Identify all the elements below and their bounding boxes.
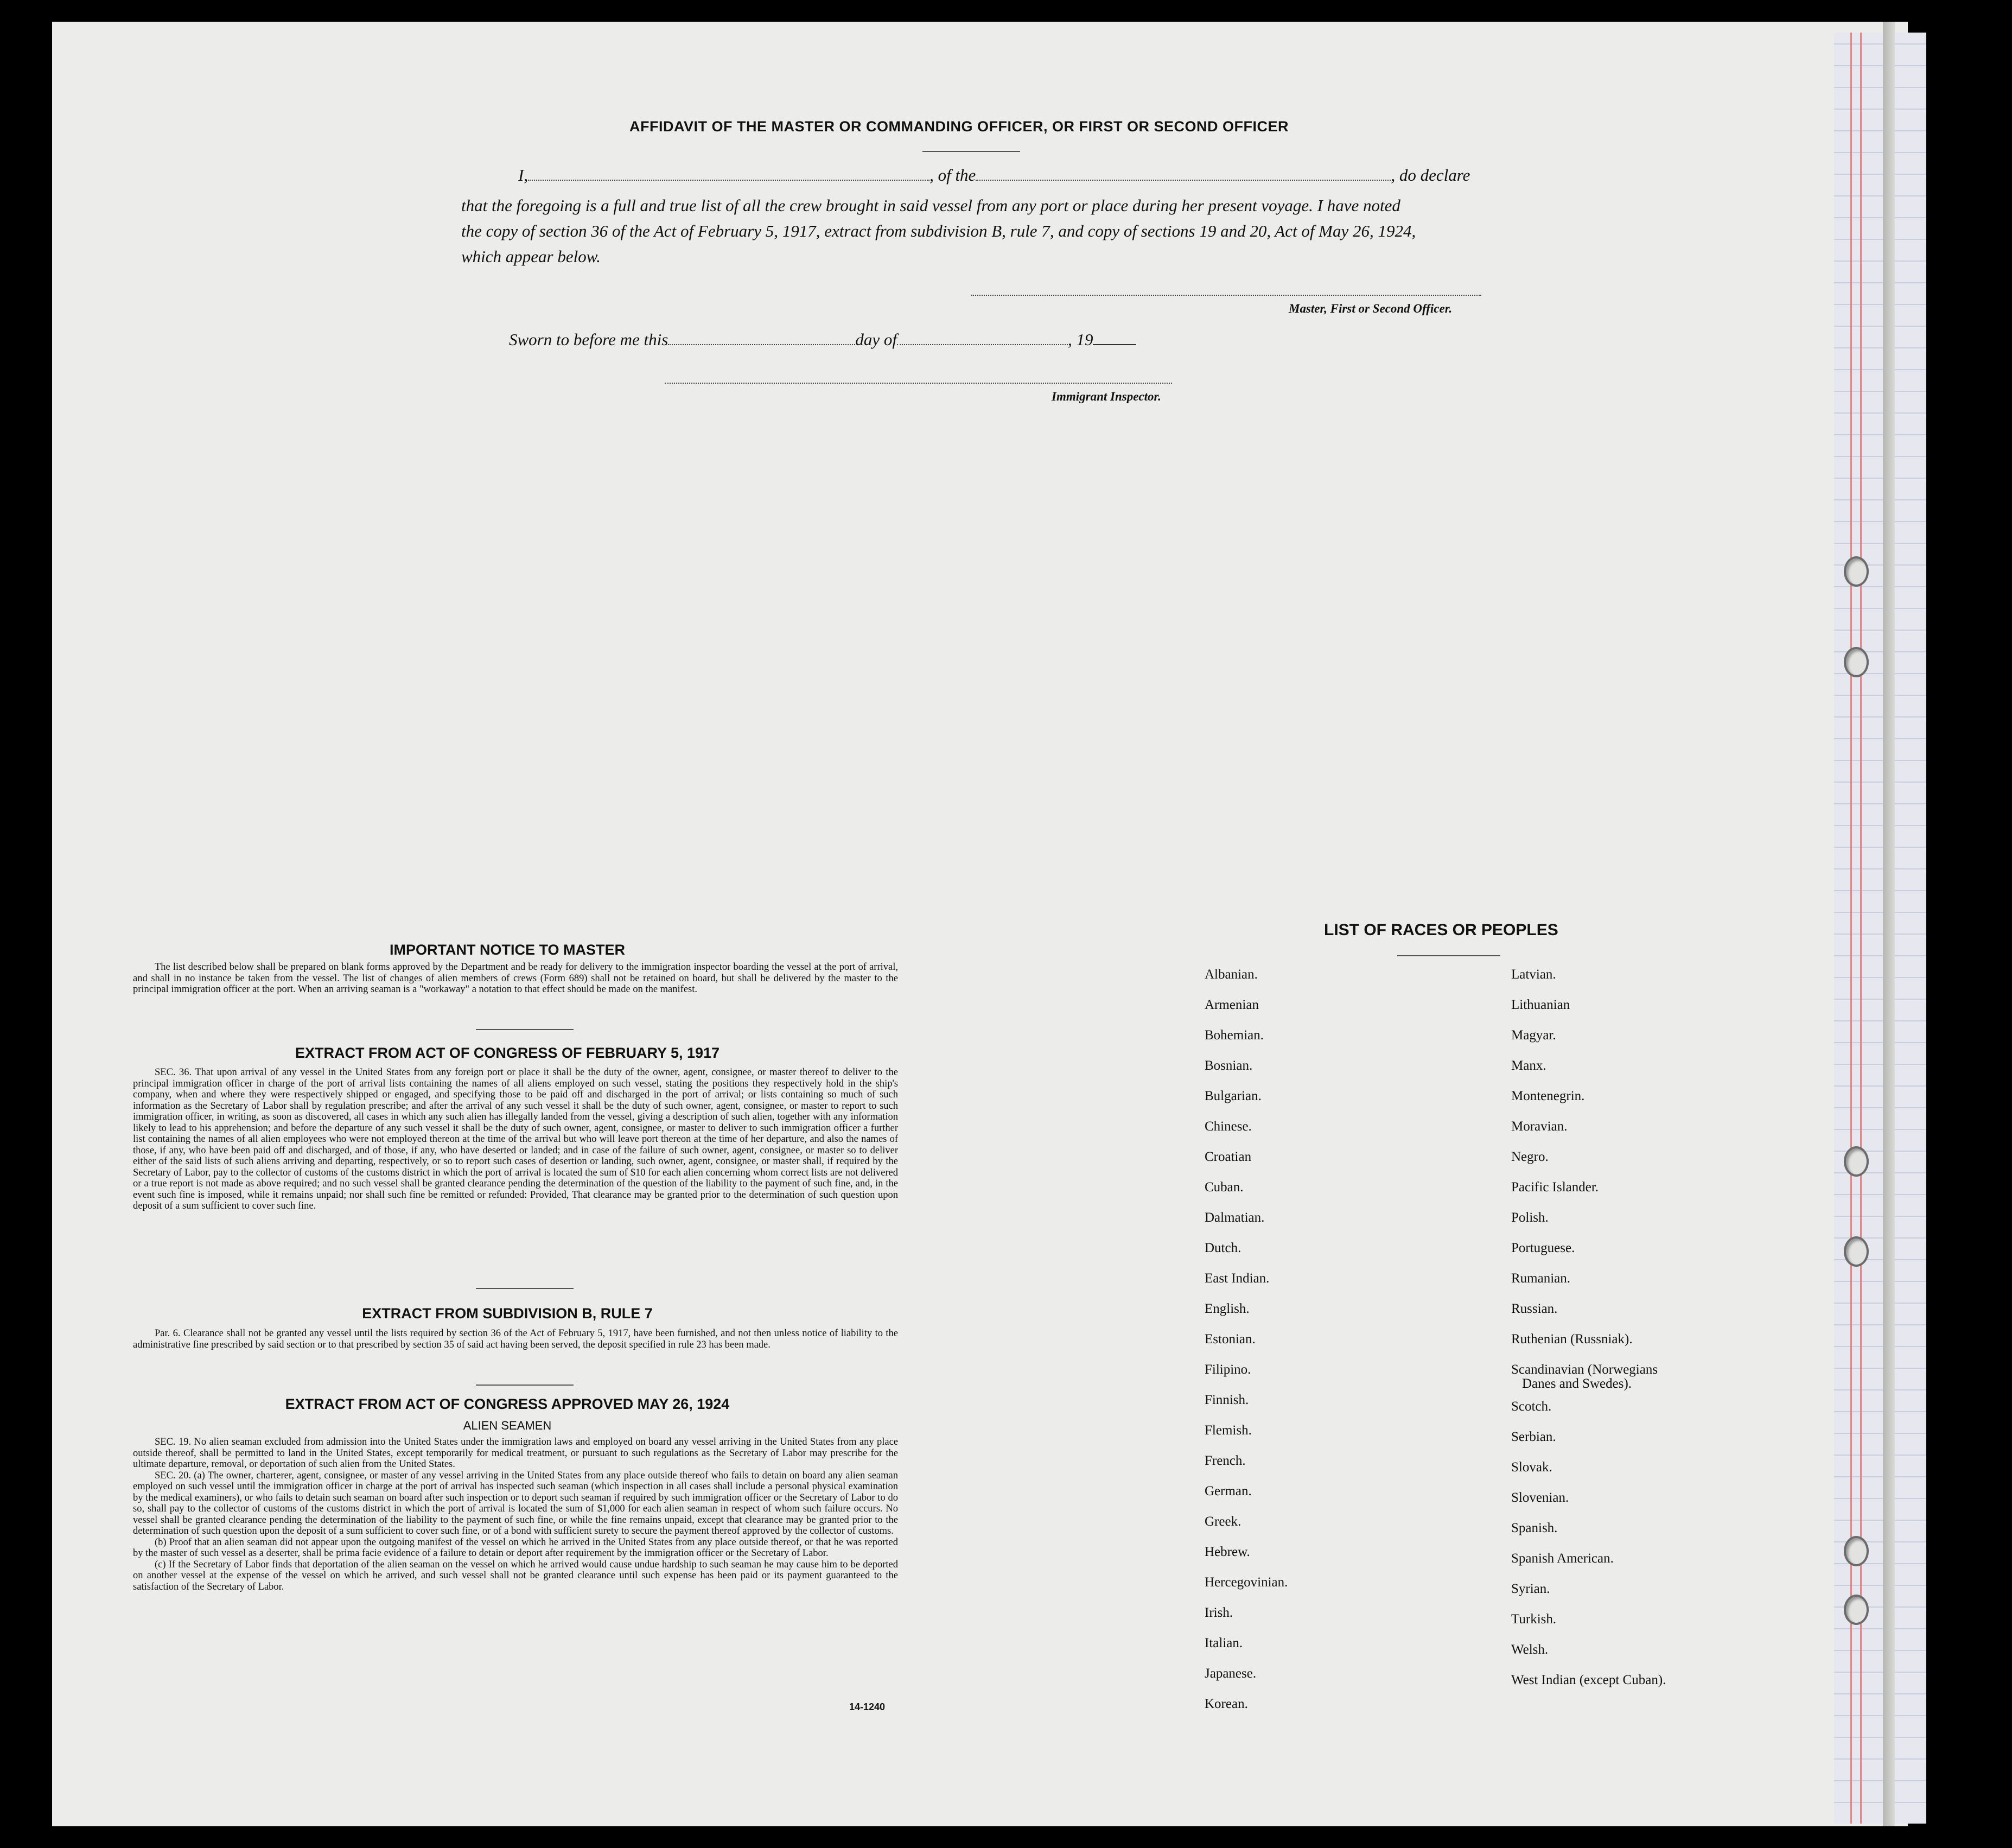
race-item: Korean. bbox=[1205, 1697, 1248, 1711]
race-item: Irish. bbox=[1205, 1605, 1233, 1620]
affidavit-body bbox=[461, 193, 1416, 269]
section-rule bbox=[476, 1288, 574, 1289]
affidavit-body-line: that the foregoing is a full and true list of all the crew brought in said vessel from any port or place during her present voyage. I have noted bbox=[461, 196, 1400, 215]
race-item: Hebrew. bbox=[1205, 1545, 1250, 1559]
sworn-year-blank[interactable] bbox=[1093, 344, 1136, 345]
sworn-prefix: Sworn to before me this bbox=[509, 330, 668, 349]
race-item: Bulgarian. bbox=[1205, 1089, 1262, 1103]
race-item: Finnish. bbox=[1205, 1393, 1249, 1407]
race-item: Albanian. bbox=[1205, 967, 1258, 982]
race-item: French. bbox=[1205, 1453, 1246, 1468]
binder-hole bbox=[1844, 556, 1869, 587]
race-item: Dutch. bbox=[1205, 1241, 1241, 1255]
signature-caption: Master, First or Second Officer. bbox=[1289, 302, 1453, 315]
section-19-paragraph: SEC. 19. No alien seaman excluded from admission into the United States under the immigration laws and employed on board any vessel arriving in the United States from any place outside thereof, shall be permitted to land in the United States, except temporarily for medical treatment, or pursuant to such regulations as the Secretary of Labor may prescribe for the ultimate departure, removal, or deportation of such alien from the United States. bbox=[133, 1437, 898, 1470]
race-item: Dalmatian. bbox=[1205, 1210, 1265, 1225]
affidavit-declare: , do declare bbox=[1391, 166, 1470, 185]
race-item: Armenian bbox=[1205, 998, 1259, 1012]
section-20c-paragraph: (c) If the Secretary of Labor finds that deportation of the alien seaman on the vessel on which he arrived would cause undue hardship to such seaman he may cause him to be deported on another vessel at the expense of the vessel on which he arrived, and such vessel shall not be granted clearance until such expense has been paid or its payment guaranteed to the satisfaction of the Secretary of Labor. bbox=[133, 1559, 898, 1592]
notice-text bbox=[133, 962, 898, 995]
affidavit-body-line: the copy of section 36 of the Act of February 5, 1917, extract from subdivision B, rule 7, and copy of sections 19 and 20, Act of May 26, 1924, bbox=[461, 221, 1416, 240]
races-title-rule bbox=[1397, 955, 1500, 956]
race-item: Chinese. bbox=[1205, 1119, 1252, 1134]
race-item: Japanese. bbox=[1205, 1666, 1257, 1681]
race-item: Portuguese. bbox=[1511, 1241, 1575, 1255]
extract-1917-title: EXTRACT FROM ACT OF CONGRESS OF FEBRUARY 5, 1917 bbox=[295, 1045, 720, 1061]
race-item: Latvian. bbox=[1511, 967, 1556, 982]
section-20a-paragraph: SEC. 20. (a) The owner, charterer, agent, consignee, or master of any vessel arriving in the United States from any place outside thereof who fails to detain on board any alien seaman employed on such vessel until the immigration officer in charge at the port of arrival has inspected such seaman (which inspection in all cases shall include a personal physical examination by the medical examiners), or who fails to detain such seaman on board after such inspection or to deport such seaman if required by such immigration officer or the Secretary of Labor to do so, shall pay to the collector of customs of the customs district in which the port of arrival is located the sum of $1,000 for each alien seaman in respect of whom such failure occurs. No vessel shall be granted clearance pending the determination of the liability to the payment of such fine, or while the fine remains unpaid, except that clearance may be granted prior to the determination of such question upon the deposit of a sum sufficient to cover such fine, or of a bond with sufficient surety to secure the payment thereof approved by the collector of customs. bbox=[133, 1470, 898, 1536]
race-item: Scotch. bbox=[1511, 1399, 1552, 1414]
race-item: Croatian bbox=[1205, 1150, 1252, 1164]
title-rule bbox=[922, 151, 1020, 152]
form-number: 14-1240 bbox=[849, 1701, 886, 1712]
sworn-day-blank[interactable] bbox=[668, 344, 855, 345]
extract-1924-subtitle: ALIEN SEAMEN bbox=[463, 1419, 552, 1432]
race-item: West Indian (except Cuban). bbox=[1511, 1673, 1666, 1687]
race-item: Russian. bbox=[1511, 1301, 1558, 1316]
race-item: Slovenian. bbox=[1511, 1490, 1569, 1505]
notice-paragraph: The list described below shall be prepared on blank forms approved by the Department and be ready for delivery to the immigration inspector boarding the vessel at the port of arrival, and shall in no instance be taken from the vessel. The list of changes of alien members of crews (Form 689) shall not be retained on board, but shall be delivered by the master to the principal immigration officer at the port. When an arriving seaman is a "workaway" a notation to that effect should be made on the manifest. bbox=[133, 962, 898, 995]
race-item: English. bbox=[1205, 1301, 1250, 1316]
race-item: Turkish. bbox=[1511, 1612, 1557, 1627]
race-item: Moravian. bbox=[1511, 1119, 1568, 1134]
races-title: LIST OF RACES OR PEOPLES bbox=[1324, 921, 1558, 939]
race-item: Spanish American. bbox=[1511, 1551, 1614, 1566]
notice-title: IMPORTANT NOTICE TO MASTER bbox=[390, 942, 625, 958]
race-item: Welsh. bbox=[1511, 1642, 1549, 1657]
binder-hole bbox=[1844, 647, 1869, 677]
extract-rule7-text bbox=[133, 1328, 898, 1350]
race-item: Montenegrin. bbox=[1511, 1089, 1585, 1103]
race-item: Serbian. bbox=[1511, 1430, 1556, 1444]
affidavit-i: I, bbox=[518, 166, 529, 185]
race-item: Ruthenian (Russniak). bbox=[1511, 1332, 1633, 1347]
affidavit-declaration-line bbox=[518, 166, 1470, 185]
race-item: Pacific Islander. bbox=[1511, 1180, 1599, 1195]
binder-hole bbox=[1844, 1236, 1869, 1267]
extract-1924-text bbox=[133, 1437, 898, 1592]
sworn-month-blank[interactable] bbox=[897, 344, 1068, 345]
race-item: Filipino. bbox=[1205, 1362, 1251, 1377]
race-item: Magyar. bbox=[1511, 1028, 1556, 1043]
binder-hole bbox=[1844, 1595, 1869, 1625]
race-item: East Indian. bbox=[1205, 1271, 1270, 1286]
race-item: Spanish. bbox=[1511, 1521, 1558, 1535]
extract-rule7-title: EXTRACT FROM SUBDIVISION B, RULE 7 bbox=[362, 1305, 653, 1322]
race-item: Danes and Swedes). bbox=[1522, 1376, 1632, 1391]
sworn-day-label: day of bbox=[855, 330, 897, 349]
race-item: Cuban. bbox=[1205, 1180, 1244, 1195]
race-item: Bosnian. bbox=[1205, 1058, 1253, 1073]
race-item: Hercegovinian. bbox=[1205, 1575, 1288, 1590]
sworn-year-label: , 19 bbox=[1067, 330, 1093, 349]
inspector-caption: Immigrant Inspector. bbox=[1052, 390, 1161, 403]
name-blank[interactable] bbox=[528, 180, 929, 181]
race-item: Manx. bbox=[1511, 1058, 1546, 1073]
section-rule bbox=[476, 1029, 574, 1030]
race-item: Flemish. bbox=[1205, 1423, 1252, 1438]
race-item: Italian. bbox=[1205, 1636, 1243, 1650]
race-item: Slovak. bbox=[1511, 1460, 1552, 1475]
vessel-blank[interactable] bbox=[976, 180, 1391, 181]
race-item: Bohemian. bbox=[1205, 1028, 1264, 1043]
affidavit-of: , of the bbox=[929, 166, 976, 185]
race-item: Greek. bbox=[1205, 1514, 1241, 1529]
race-item: Scandinavian (Norwegians bbox=[1511, 1362, 1658, 1377]
race-item: German. bbox=[1205, 1484, 1252, 1498]
race-item: Negro. bbox=[1511, 1150, 1549, 1164]
race-item: Estonian. bbox=[1205, 1332, 1256, 1347]
extract-1917-paragraph: SEC. 36. That upon arrival of any vessel in the United States from any foreign port or place it shall be the duty of the owner, agent, consignee, or master thereof to deliver to the principal immigration officer in charge of the port of arrival lists containing the names of all aliens employed on such vessel, stating the positions they respectively hold in the ship's company, when and where they were respectively shipped or engaged, and specifying those to be paid off and discharged in the port of arrival; or lists containing so much of such information as the Secretary of Labor shall by regulation prescribe; and after the arrival of any such vessel it shall be the duty of such owner, agent, consignee, or master to report to such immigration officer, in writing, as soon as discovered, all cases in which any such alien has illegally landed from the vessel, giving a description of such alien, together with any information likely to lead to his apprehension; and before the departure of any such vessel it shall be the duty of such owner, agent, consignee, or master to deliver to such immigration officer a further list containing the names of all alien employees who were not employed thereon at the time of the arrival but who will leave port thereon at the time of her departure, and also the names of those, if any, who have been paid off and discharged, and of those, if any, who have deserted or landed; and in case of the failure of such owner, agent, consignee, or master so to deliver either of the said lists of such aliens arriving and departing, respectively, or so to report such cases of desertion or landing, such owner, agent, consignee, or master shall, if required by the Secretary of Labor, pay to the collector of customs of the customs district in which the port of arrival is located the sum of $10 for each alien concerning whom correct lists are not delivered or a true report is not made as above required; and no such vessel shall be granted clearance pending the determination of the question of the liability to the payment of such fine, and, in the event such fine is imposed, while it remains unpaid; nor shall such fine be remitted or refunded: Provided, That clearance may be granted prior to the determination of such question upon deposit of a sum sufficient to cover such fine. bbox=[133, 1067, 898, 1211]
signature-line[interactable] bbox=[971, 295, 1481, 296]
race-item: Lithuanian bbox=[1511, 998, 1570, 1012]
extract-1924-title: EXTRACT FROM ACT OF CONGRESS APPROVED MAY 26, 1924 bbox=[285, 1396, 730, 1412]
section-20b-paragraph: (b) Proof that an alien seaman did not appear upon the outgoing manifest of the vessel on which he arrived in the United States from any place outside thereof, or that he was reported by the master of such vessel as a deserter, shall be prima facie evidence of a failure to detain or deport after requirement by the immigration officer or the Secretary of Labor. bbox=[133, 1536, 898, 1559]
race-item: Polish. bbox=[1511, 1210, 1549, 1225]
affidavit-body-line: which appear below. bbox=[461, 247, 601, 266]
binder-hole bbox=[1844, 1536, 1869, 1566]
race-item: Rumanian. bbox=[1511, 1271, 1571, 1286]
page-edge bbox=[1883, 22, 1895, 1826]
extract-1917-text bbox=[133, 1067, 898, 1212]
sworn-line bbox=[509, 330, 1136, 350]
extract-rule7-paragraph: Par. 6. Clearance shall not be granted any vessel until the lists required by section 36 of the Act of February 5, 1917, have been furnished, and not then unless notice of liability to the administrative fine prescribed by said section or to that prescribed by section 35 of said act having been served, the deposit specified in rule 23 has been made. bbox=[133, 1328, 898, 1350]
affidavit-title: AFFIDAVIT OF THE MASTER OR COMMANDING OFFICER, OR FIRST OR SECOND OFFICER bbox=[629, 118, 1289, 135]
inspector-signature-line[interactable] bbox=[665, 383, 1172, 384]
race-item: Syrian. bbox=[1511, 1582, 1550, 1596]
binder-hole bbox=[1844, 1146, 1869, 1177]
section-rule bbox=[476, 1385, 574, 1386]
